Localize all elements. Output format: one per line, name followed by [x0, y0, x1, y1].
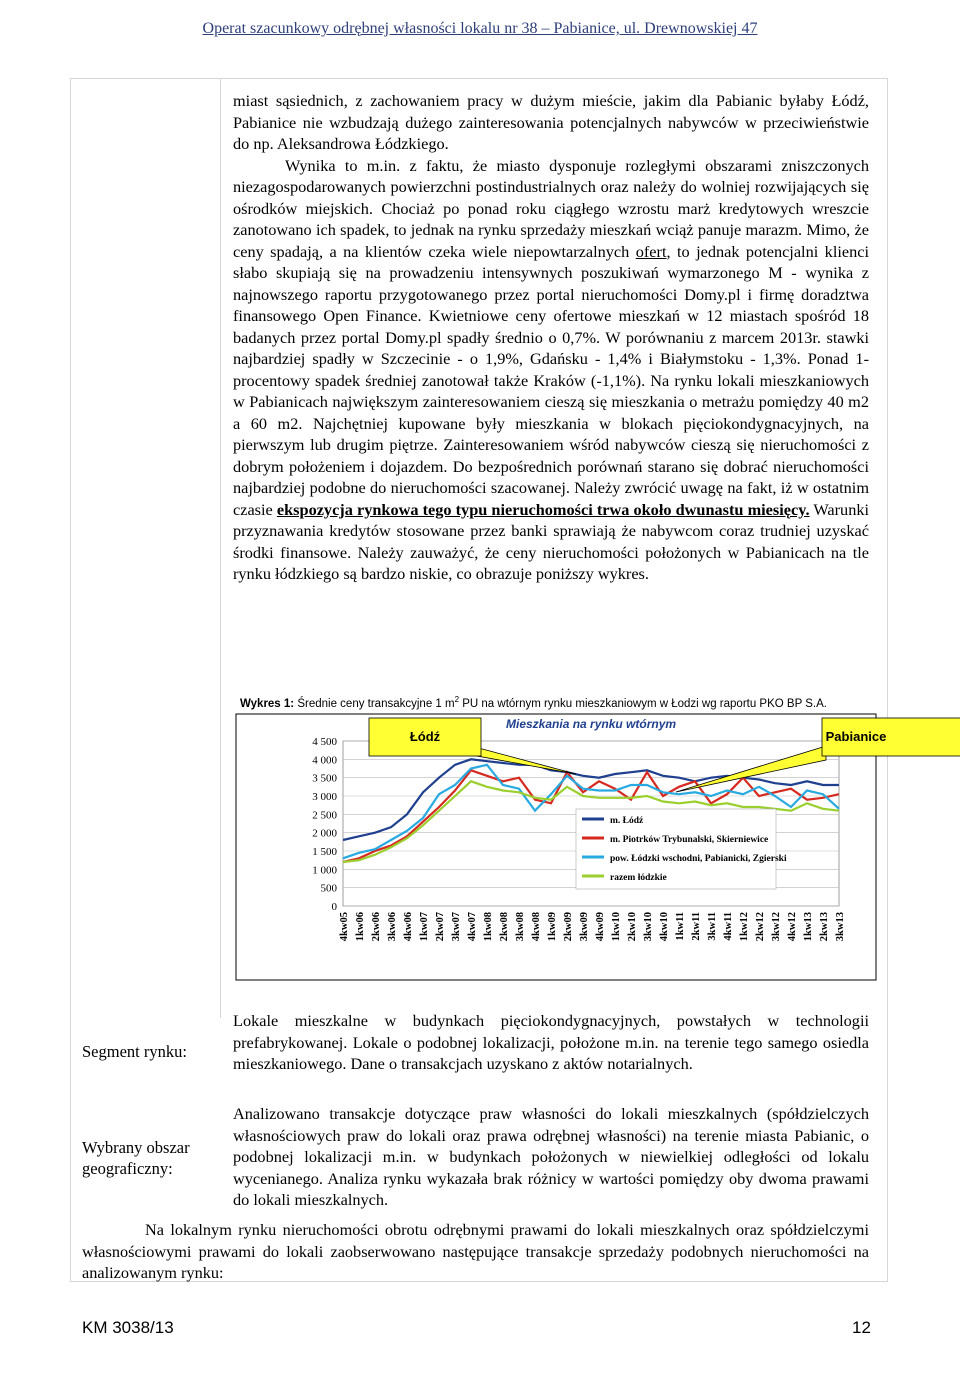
x-tick-label: 2kw07 [435, 912, 446, 942]
footer-page-number: 12 [852, 1318, 871, 1337]
caption-text-b: PU na wtórnym rynku mieszkaniowym w Łodzi wg raportu PKO BP S.A. [459, 697, 827, 710]
x-tick-label: 4kw10 [659, 912, 670, 942]
paragraph-2-part-b: , to jednak potencjalni klienci słabo skupiają się na prowadzeniu intensywnych poszukiwań wymarzonego M - wynika z najnowszego raportu przygotowanego przez portal nieruchomości Domy.pl i firmę doradztwa finansowego Open Finance. Kwietniowe ceny ofertowe mieszkań w 12 miastach spośród 18 badanych przez portal Domy.pl spadły średnio o 0,7%. W porównaniu z marcem 2013r. stawki najbardziej spadły w Szczecinie - o 1,9%, Gdańsku - 1,4% i Białymstoku - 1,3%. Ponad 1-procentowy spadek średniej zanotował także Kraków (-1,1%). Na rynku lokali mieszkaniowych w Pabianicach największym zainteresowaniem cieszą się mieszkania o metrażu pomiędzy 40 m2 a 60 m2. Najchętniej kupowane były mieszkania w blokach pięciokondygnacyjnych, na pierwszym lub drugim piętrze. Zainteresowaniem wśród nabywców cieszą się nieruchomości z dobrym położeniem i dojazdem. Do bezpośrednich porównań starano się dobrać nieruchomości najbardziej podobne do nieruchomości szacowanej. Należy zwrócić uwagę na fakt, iż w ostatnim czasie [233, 241, 869, 519]
x-tick-label: 1kw10 [611, 912, 622, 942]
pabianice-callout-label: Pabianice [825, 729, 887, 744]
x-tick-label: 3kw09 [579, 912, 590, 942]
caption-text-a: Średnie ceny transakcyjne 1 m [294, 697, 455, 710]
x-tick-label: 1kw09 [547, 912, 558, 942]
x-tick-label: 1kw11 [675, 912, 686, 941]
caption-sup: 2 [454, 695, 460, 704]
y-tick-label: 0 [331, 901, 337, 913]
main-paragraphs [233, 90, 869, 585]
column-divider [220, 78, 221, 1018]
x-tick-label: 1kw12 [739, 912, 750, 942]
y-tick-label: 4 500 [312, 736, 337, 748]
geo-label [82, 1137, 212, 1179]
x-tick-label: 3kw06 [387, 912, 398, 942]
footer-doc-number: KM 3038/13 [82, 1318, 174, 1337]
x-tick-label: 4kw07 [467, 912, 478, 942]
y-tick-label: 500 [320, 882, 337, 895]
legend-label: m. Łódź [610, 816, 644, 826]
x-tick-label: 2kw08 [499, 912, 510, 942]
transactions-intro-text: Na lokalnym rynku nieruchomości obrotu odrębnymi prawami do lokali mieszkalnych oraz spółdzielczymi własnościowymi prawami do lokali zaobserwowano następujące transakcje sprzedaży podobnych nieruchomości na analizowanym rynku: [82, 1220, 869, 1282]
x-tick-label: 2kw11 [691, 912, 702, 941]
y-tick-label: 2 500 [312, 809, 337, 822]
x-tick-label: 4kw05 [339, 912, 350, 942]
lodz-callout-label: Łódź [409, 729, 441, 744]
geo-label-line-1: Wybrany obszar [82, 1138, 190, 1157]
y-tick-label: 2 000 [312, 827, 337, 840]
legend-box [576, 809, 776, 889]
x-tick-label: 4kw06 [403, 912, 414, 942]
x-tick-label: 4kw11 [723, 912, 734, 941]
segment-label: Segment rynku: [82, 1042, 187, 1061]
x-tick-label: 1kw06 [355, 912, 366, 942]
document-header: Operat szacunkowy odrębnej własności lokalu nr 38 – Pabianice, ul. Drewnowskiej 47 [202, 20, 758, 37]
x-tick-label: 2kw09 [563, 912, 574, 942]
x-tick-label: 1kw08 [483, 912, 494, 942]
x-tick-label: 3kw08 [515, 912, 526, 942]
x-tick-label: 4kw08 [531, 912, 542, 942]
x-tick-label: 3kw11 [707, 912, 718, 941]
paragraph-1: miast sąsiednich, z zachowaniem pracy w dużym mieście, jakim dla Pabianic byłaby Łódź, Pabianice nie wzbudzają dużego zainteresowania potencjalnych nabywców w przeciwieństwie do np. Aleksandrowa Łódzkiego. [233, 91, 869, 153]
paragraph-2-part-a: Wynika to m.in. z faktu, że miasto dysponuje rozległymi obszarami zniszczonych niezagospodarowanych powierzchni postindustrialnych oraz należy do wolniej rozwijających się ośrodków miejskich. Chociaż po ponad roku ciągłego wzrostu marż kredytowych wreszcie zanotowano ich spadek, to jednak na rynku sprzedaży mieszkań wciąż panuje marazm. Mimo, że ceny spadają, a na klientów czeka wiele niepowtarzalnych [233, 155, 869, 261]
paragraph-2-part-c: Warunki przyznawania kredytów stosowane przez banki sprawiają że nabywcom coraz trudniej uzyskać środki finansowe. Należy zauważyć, że ceny nieruchomości położonych w Pabianicach na tle rynku łódzkiego są bardzo niskie, co obrazuje poniższy wykres. [233, 499, 870, 583]
price-chart-svg [236, 714, 887, 980]
chart-caption [240, 695, 880, 710]
paragraph-2 [233, 155, 869, 585]
legend-label: m. Piotrków Trybunalski, Skierniewice [610, 835, 769, 845]
segment-text: Lokale mieszkalne w budynkach pięciokondygnacyjnych, powstałych w technologii prefabrykowanej. Lokale o podobnej lokalizacji, położone m.in. na terenie tego samego osiedla mieszkaniowego. Dane o transakcjach uzyskano z aktów notarialnych. [233, 1011, 869, 1073]
x-tick-label: 1kw13 [803, 912, 814, 942]
geo-text: Analizowano transakcje dotyczące praw własności do lokali mieszkalnych (spółdzielczych własnościowych praw do lokali oraz prawa odrębnej własności) na terenie miasta Pabianic, o podobnej lokalizacji m.in. w budynkach położonych w niewielkiej odległości od lokalu wycenianego. Analiza rynku wykazała brak różnicy w wartości pomiędzy oby dwoma prawami do lokali mieszkalnych. [233, 1104, 869, 1209]
y-tick-label: 4 000 [312, 754, 337, 767]
exposure-highlight: ekspozycja rynkowa tego typu nieruchomości trwa około dwunastu miesięcy. [276, 499, 810, 519]
x-tick-label: 3kw13 [835, 912, 846, 942]
legend-label: pow. Łódzki wschodni, Pabianicki, Zgierski [610, 854, 787, 864]
geo-label-line-2: geograficzny: [82, 1159, 173, 1178]
x-tick-label: 2kw12 [755, 912, 766, 942]
y-tick-label: 3 500 [312, 772, 337, 785]
x-tick-label: 1kw07 [419, 912, 430, 942]
y-tick-label: 3 000 [312, 791, 337, 803]
transactions-intro [82, 1219, 869, 1284]
price-chart [236, 714, 887, 980]
x-tick-label: 2kw10 [627, 912, 638, 942]
x-tick-label: 3kw07 [451, 912, 462, 942]
offers-link[interactable]: ofert [635, 241, 667, 261]
x-tick-label: 4kw12 [787, 912, 798, 942]
legend-label: razem łódzkie [610, 873, 667, 883]
chart-title: Mieszkania na rynku wtórnym [506, 717, 677, 731]
x-tick-label: 3kw12 [771, 912, 782, 942]
x-tick-label: 3kw10 [643, 912, 654, 942]
caption-prefix: Wykres 1: [240, 697, 295, 710]
y-tick-label: 1 000 [312, 864, 337, 877]
x-tick-label: 2kw13 [819, 912, 830, 942]
y-tick-label: 1 500 [312, 846, 337, 858]
x-tick-label: 4kw09 [595, 912, 606, 942]
x-tick-label: 2kw06 [371, 912, 382, 942]
